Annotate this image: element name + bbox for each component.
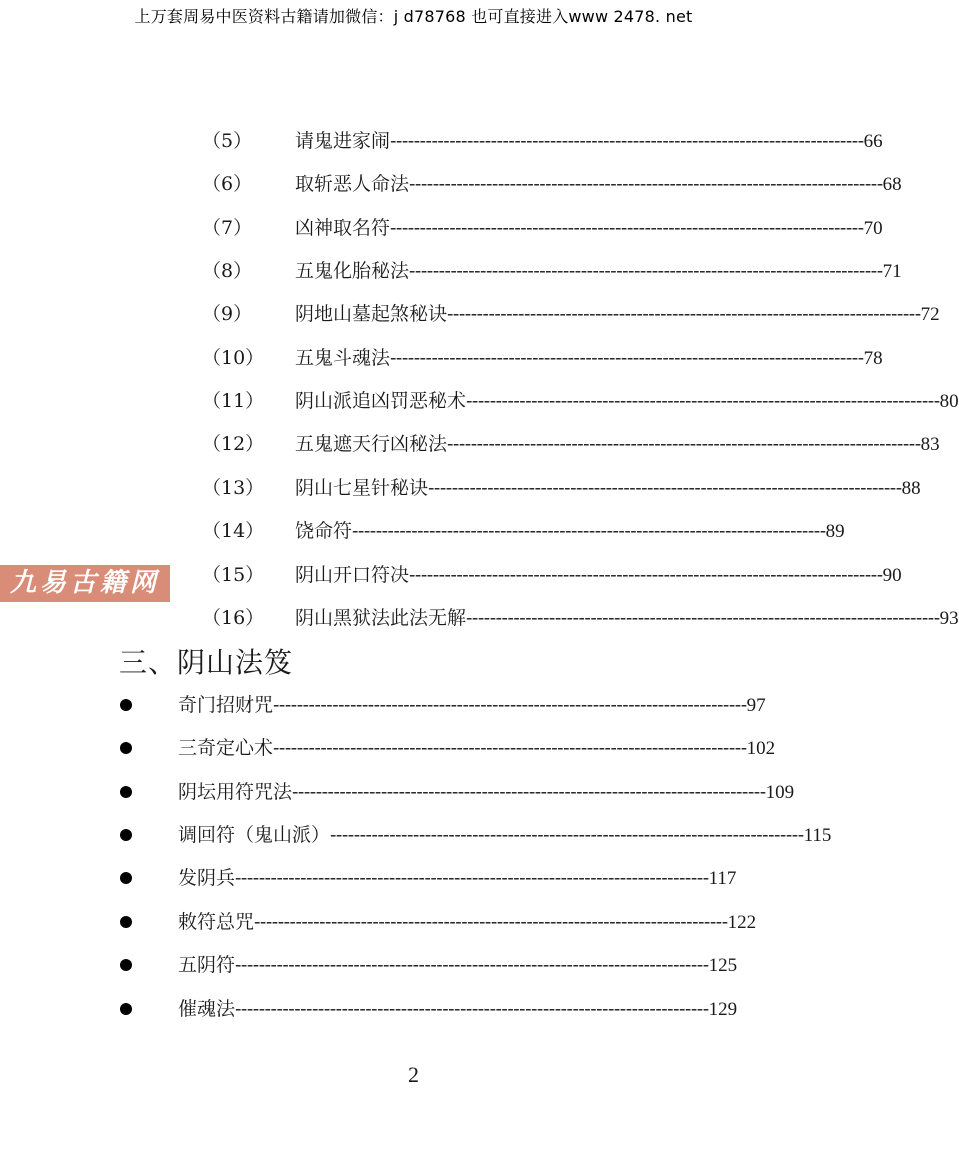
toc-leader: --------------------------------------------------------------------------------	[409, 260, 883, 282]
toc-leader: --------------------------------------------------------------------------------	[273, 694, 747, 716]
bullet-icon	[120, 916, 132, 928]
toc-leader: --------------------------------------------------------------------------------	[235, 998, 709, 1020]
toc-leader: --------------------------------------------------------------------------------	[254, 911, 728, 933]
bullet-title: 阴坛用符咒法	[178, 781, 293, 803]
bullet-page-number: 122	[727, 912, 757, 933]
toc-leader: --------------------------------------------------------------------------------	[235, 867, 709, 889]
bullet-icon	[120, 699, 132, 711]
toc-leader: --------------------------------------------------------------------------------	[352, 520, 826, 542]
toc-number: （13）	[202, 477, 265, 499]
header-banner: 上万套周易中医资料古籍请加微信：j d78768 也可直接进入www 2478. net	[134, 7, 693, 26]
toc-title: 取斩恶人命法	[295, 173, 410, 195]
bullet-entry	[178, 821, 832, 850]
bullet-page-number: 117	[708, 868, 737, 889]
toc-number: （5）	[202, 130, 253, 152]
toc-number: （12）	[202, 433, 265, 455]
toc-page-number: 88	[901, 478, 921, 499]
toc-number: （7）	[202, 217, 253, 239]
toc-entry	[295, 344, 883, 373]
bullet-page-number: 125	[708, 955, 738, 976]
page-number: 2	[408, 1062, 419, 1087]
toc-page-number: 68	[882, 174, 902, 195]
toc-leader: --------------------------------------------------------------------------------	[292, 781, 766, 803]
toc-entry	[295, 604, 959, 633]
toc-leader: --------------------------------------------------------------------------------	[428, 477, 902, 499]
toc-page-number: 80	[939, 391, 959, 412]
bullet-page-number: 109	[765, 782, 795, 803]
bullet-title: 敕符总咒	[178, 911, 255, 933]
bullet-entry	[178, 995, 738, 1024]
bullet-page-number: 129	[708, 999, 738, 1020]
toc-leader: --------------------------------------------------------------------------------	[330, 824, 804, 846]
toc-leader: --------------------------------------------------------------------------------	[273, 737, 747, 759]
toc-entry	[295, 387, 959, 416]
bullet-title: 调回符（鬼山派）	[178, 824, 331, 846]
toc-leader: --------------------------------------------------------------------------------	[447, 433, 921, 455]
toc-title: 五鬼斗魂法	[295, 347, 391, 369]
toc-entry	[295, 127, 883, 156]
bullet-entry	[178, 734, 776, 763]
toc-title: 凶神取名符	[295, 217, 391, 239]
toc-page-number: 90	[882, 565, 902, 586]
bullet-page-number: 97	[746, 695, 766, 716]
toc-page-number: 89	[825, 521, 845, 542]
bullet-title: 催魂法	[178, 998, 236, 1020]
toc-leader: --------------------------------------------------------------------------------	[409, 564, 883, 586]
toc-title: 饶命符	[295, 520, 353, 542]
bullet-page-number: 115	[803, 825, 832, 846]
toc-page-number: 66	[863, 131, 883, 152]
toc-title: 阴山黑狱法此法无解	[295, 607, 467, 629]
toc-entry	[295, 257, 902, 286]
toc-title: 阴地山墓起煞秘诀	[295, 303, 448, 325]
toc-title: 阴山开口符决	[295, 564, 410, 586]
toc-leader: --------------------------------------------------------------------------------	[447, 303, 921, 325]
toc-number: （6）	[202, 173, 253, 195]
toc-page-number: 93	[939, 608, 959, 629]
section-heading: 三、阴山法笈	[119, 646, 294, 679]
toc-title: 五鬼化胎秘法	[295, 260, 410, 282]
bullet-icon	[120, 872, 132, 884]
bullet-entry	[178, 864, 737, 893]
toc-number: （16）	[202, 607, 265, 629]
bullet-icon	[120, 1003, 132, 1015]
toc-entry	[295, 561, 902, 590]
toc-page-number: 72	[920, 304, 940, 325]
toc-leader: --------------------------------------------------------------------------------	[390, 130, 864, 152]
toc-title: 请鬼进家闹	[295, 130, 391, 152]
toc-leader: --------------------------------------------------------------------------------	[466, 607, 940, 629]
toc-entry	[295, 214, 883, 243]
toc-entry	[295, 170, 902, 199]
bullet-icon	[120, 959, 132, 971]
toc-entry	[295, 517, 845, 546]
toc-number: （10）	[202, 347, 265, 369]
toc-page-number: 83	[920, 434, 940, 455]
bullet-title: 奇门招财咒	[178, 694, 274, 716]
bullet-entry	[178, 778, 795, 807]
toc-leader: --------------------------------------------------------------------------------	[409, 173, 883, 195]
toc-leader: --------------------------------------------------------------------------------	[235, 954, 709, 976]
toc-number: （15）	[202, 564, 265, 586]
bullet-title: 三奇定心术	[178, 737, 274, 759]
bullet-title: 发阴兵	[178, 867, 236, 889]
toc-page-number: 78	[863, 348, 883, 369]
toc-page-number: 71	[882, 261, 902, 282]
toc-leader: --------------------------------------------------------------------------------	[390, 347, 864, 369]
toc-entry	[295, 474, 921, 503]
toc-number: （14）	[202, 520, 265, 542]
toc-leader: --------------------------------------------------------------------------------	[466, 390, 940, 412]
bullet-icon	[120, 786, 132, 798]
toc-leader: --------------------------------------------------------------------------------	[390, 217, 864, 239]
toc-entry	[295, 300, 940, 329]
toc-title: 阴山派追凶罚恶秘术	[295, 390, 467, 412]
toc-number: （8）	[202, 260, 253, 282]
bullet-icon	[120, 742, 132, 754]
toc-title: 阴山七星针秘诀	[295, 477, 429, 499]
bullet-title: 五阴符	[178, 954, 236, 976]
bullet-entry	[178, 951, 738, 980]
bullet-entry	[178, 691, 766, 720]
toc-number: （9）	[202, 303, 253, 325]
toc-entry	[295, 430, 940, 459]
toc-number: （11）	[202, 390, 265, 412]
watermark-stamp: 九易古籍网	[0, 565, 170, 602]
toc-title: 五鬼遮天行凶秘法	[295, 433, 448, 455]
bullet-entry	[178, 908, 757, 937]
toc-page-number: 70	[863, 218, 883, 239]
bullet-icon	[120, 829, 132, 841]
bullet-page-number: 102	[746, 738, 776, 759]
